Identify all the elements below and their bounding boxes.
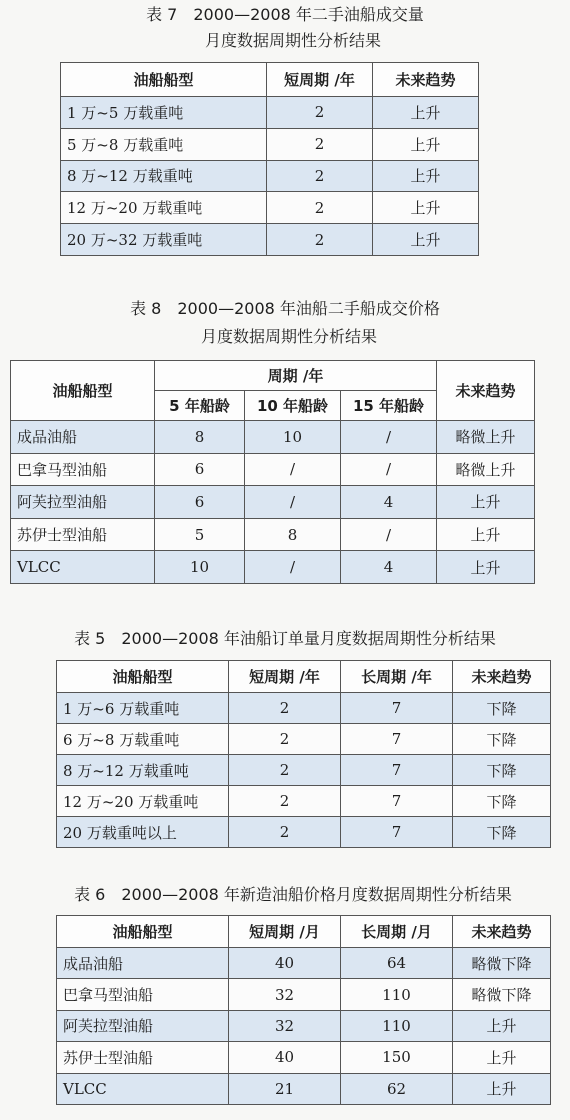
table5-cell: 2 [229, 755, 341, 786]
table8-cell: 10 [245, 421, 341, 454]
table8-cell: 略微上升 [437, 421, 535, 454]
table6-caption: 表 6 2000—2008 年新造油船价格月度数据周期性分析结果 [74, 885, 512, 904]
table8-cell: 成品油船 [11, 421, 155, 454]
table6-cell: 40 [229, 948, 341, 979]
table7-cell: 上升 [373, 224, 479, 256]
table-row [11, 551, 535, 584]
table6-cell: 110 [341, 1010, 453, 1041]
table6-cell: 苏伊士型油船 [57, 1042, 229, 1073]
table6-cell: 阿芙拉型油船 [57, 1010, 229, 1041]
table6-cell: 略微下降 [453, 948, 551, 979]
table-row [11, 453, 535, 486]
table7-cell: 1 万~5 万载重吨 [61, 97, 267, 129]
table-row [57, 948, 551, 979]
table8-cell: / [341, 518, 437, 551]
table7-cell: 2 [267, 128, 373, 160]
table7-caption-line1: 表 7 2000—2008 年二手油船成交量 [146, 5, 424, 24]
table7-header-type: 油船船型 [61, 63, 267, 97]
table6-cell: 64 [341, 948, 453, 979]
table8-cell: / [245, 486, 341, 519]
table6-cell: VLCC [57, 1073, 229, 1104]
table5-cell: 2 [229, 724, 341, 755]
table6-cell: 巴拿马型油船 [57, 979, 229, 1010]
table5-cell: 下降 [453, 693, 551, 724]
table8-cell: 上升 [437, 551, 535, 584]
table6-cell: 上升 [453, 1042, 551, 1073]
table8-cell: 巴拿马型油船 [11, 453, 155, 486]
table5-cell: 7 [341, 786, 453, 817]
table-row [57, 1042, 551, 1073]
table5-cell: 7 [341, 755, 453, 786]
table-row [57, 755, 551, 786]
table5-cell: 1 万~6 万载重吨 [57, 693, 229, 724]
table7-cell: 2 [267, 192, 373, 224]
table-row [57, 786, 551, 817]
table6-header-row [57, 916, 551, 948]
table8-subheader-15yr: 15 年船龄 [341, 391, 437, 421]
table5-header-row [57, 661, 551, 693]
table8-header-row [11, 361, 535, 391]
table5-cell: 12 万~20 万载重吨 [57, 786, 229, 817]
table5-cell: 2 [229, 693, 341, 724]
table6-cell: 32 [229, 979, 341, 1010]
table7-cell: 2 [267, 97, 373, 129]
table6-cell: 成品油船 [57, 948, 229, 979]
table6-header-type: 油船船型 [57, 916, 229, 948]
table6-cell: 21 [229, 1073, 341, 1104]
table8-subheader-5yr: 5 年船龄 [155, 391, 245, 421]
table8-cell: / [245, 453, 341, 486]
table7-cell: 2 [267, 224, 373, 256]
table8-cell: 8 [245, 518, 341, 551]
table8-cell: 5 [155, 518, 245, 551]
table5-cell: 2 [229, 786, 341, 817]
table5-cell: 7 [341, 817, 453, 848]
table7-cell: 20 万~32 万载重吨 [61, 224, 267, 256]
table-row [11, 421, 535, 454]
table8-cell: 阿芙拉型油船 [11, 486, 155, 519]
table8-cell: 上升 [437, 518, 535, 551]
table5-header-long-cycle: 长周期 /年 [341, 661, 453, 693]
table6-header-trend: 未来趋势 [453, 916, 551, 948]
table-row [57, 1010, 551, 1041]
table8-cell: 4 [341, 486, 437, 519]
table6 [56, 915, 551, 1105]
table5-cell: 下降 [453, 817, 551, 848]
table-row [57, 724, 551, 755]
table5-cell: 下降 [453, 755, 551, 786]
table5-caption: 表 5 2000—2008 年油船订单量月度数据周期性分析结果 [74, 629, 496, 648]
table7-cell: 上升 [373, 97, 479, 129]
table8-caption-line2: 月度数据周期性分析结果 [200, 327, 377, 346]
table8-cell: 4 [341, 551, 437, 584]
table7-header-row [61, 63, 479, 97]
table6-cell: 略微下降 [453, 979, 551, 1010]
table6-cell: 上升 [453, 1073, 551, 1104]
table8-caption-line1: 表 8 2000—2008 年油船二手船成交价格 [130, 299, 440, 318]
table6-cell: 32 [229, 1010, 341, 1041]
table7-cell: 12 万~20 万载重吨 [61, 192, 267, 224]
table-row [11, 486, 535, 519]
table5-cell: 6 万~8 万载重吨 [57, 724, 229, 755]
table5-cell: 8 万~12 万载重吨 [57, 755, 229, 786]
table6-cell: 110 [341, 979, 453, 1010]
table8-subheader-10yr: 10 年船龄 [245, 391, 341, 421]
table-row [61, 192, 479, 224]
table8-cell: 8 [155, 421, 245, 454]
table8-cell: / [341, 421, 437, 454]
table-row [57, 1073, 551, 1104]
table8-cell: 略微上升 [437, 453, 535, 486]
table7-cell: 上升 [373, 160, 479, 192]
table-row [61, 160, 479, 192]
table7-caption-line2: 月度数据周期性分析结果 [204, 31, 381, 50]
table6-cell: 62 [341, 1073, 453, 1104]
table5-cell: 下降 [453, 724, 551, 755]
table5-header-type: 油船船型 [57, 661, 229, 693]
table8-cell: / [341, 453, 437, 486]
table-row [61, 224, 479, 256]
table8-header-period: 周期 /年 [155, 361, 437, 391]
table5-header-short-cycle: 短周期 /年 [229, 661, 341, 693]
table7-cell: 5 万~8 万载重吨 [61, 128, 267, 160]
table6-cell: 40 [229, 1042, 341, 1073]
table5-cell: 下降 [453, 786, 551, 817]
table5-cell: 7 [341, 693, 453, 724]
table5-cell: 2 [229, 817, 341, 848]
table6-cell: 上升 [453, 1010, 551, 1041]
table-row [11, 518, 535, 551]
table8-cell: 6 [155, 486, 245, 519]
table7-header-short-cycle: 短周期 /年 [267, 63, 373, 97]
table-row [61, 128, 479, 160]
table6-header-long-cycle: 长周期 /月 [341, 916, 453, 948]
table7-header-trend: 未来趋势 [373, 63, 479, 97]
table-row [57, 693, 551, 724]
table-row [57, 979, 551, 1010]
table6-header-short-cycle: 短周期 /月 [229, 916, 341, 948]
table7-cell: 上升 [373, 192, 479, 224]
table7-cell: 2 [267, 160, 373, 192]
table8-header-trend: 未来趋势 [437, 361, 535, 421]
table8-cell: 苏伊士型油船 [11, 518, 155, 551]
table8-cell: VLCC [11, 551, 155, 584]
table7-cell: 8 万~12 万载重吨 [61, 160, 267, 192]
table5-cell: 7 [341, 724, 453, 755]
table6-cell: 150 [341, 1042, 453, 1073]
table-row [57, 817, 551, 848]
table8-cell: 上升 [437, 486, 535, 519]
table8-cell: 6 [155, 453, 245, 486]
table7-cell: 上升 [373, 128, 479, 160]
table5 [56, 660, 551, 848]
table-row [61, 97, 479, 129]
table8-cell: / [245, 551, 341, 584]
table5-cell: 20 万载重吨以上 [57, 817, 229, 848]
table5-header-trend: 未来趋势 [453, 661, 551, 693]
table8-header-type: 油船船型 [11, 361, 155, 421]
table7 [60, 62, 479, 256]
table8 [10, 360, 535, 584]
table8-cell: 10 [155, 551, 245, 584]
